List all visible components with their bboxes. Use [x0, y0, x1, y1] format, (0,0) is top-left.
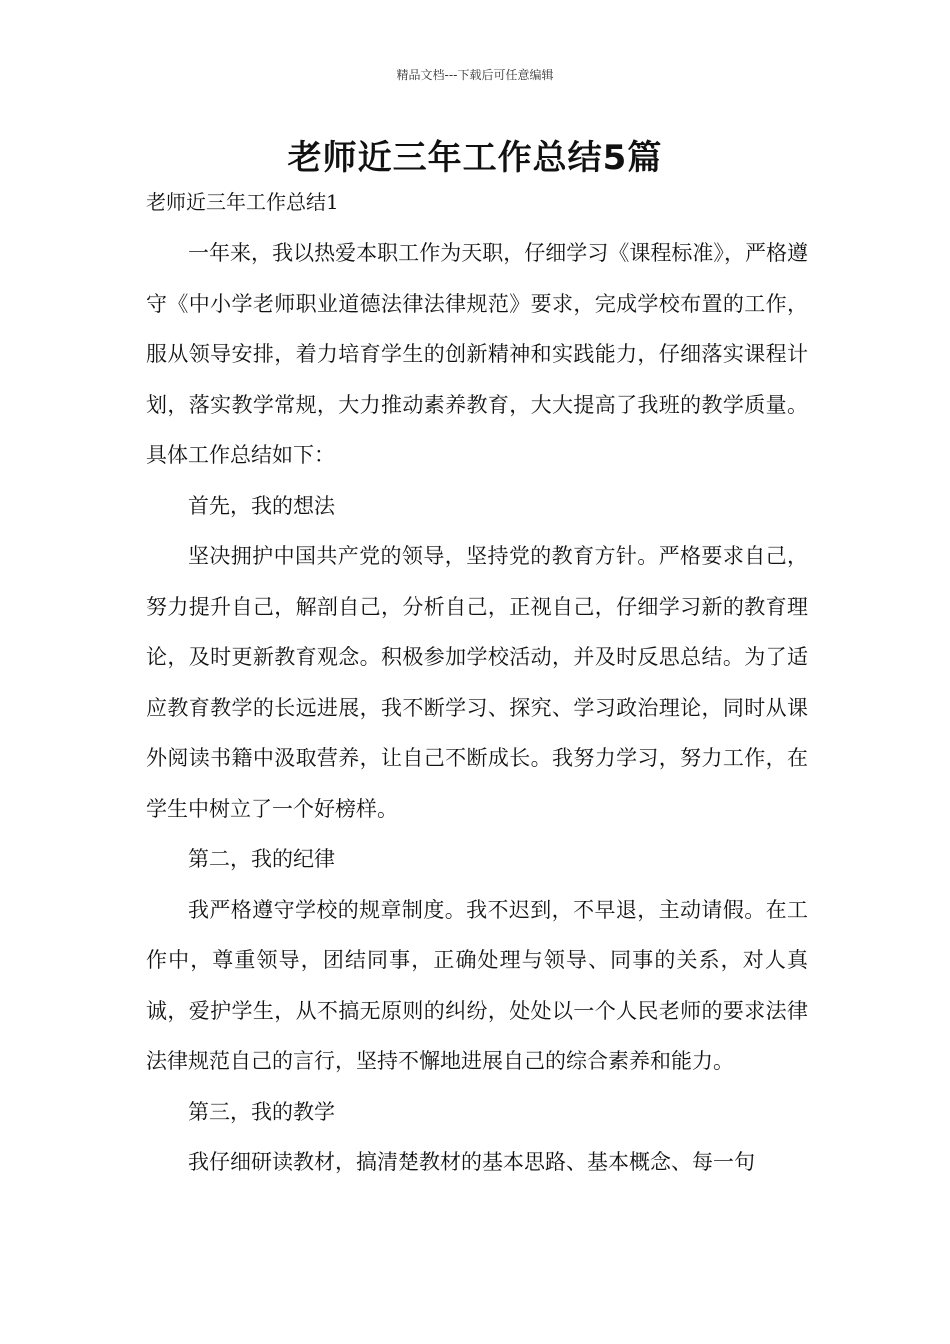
paragraph-intro: 一年来，我以热爱本职工作为天职，仔细学习《课程标准》，严格遵守《中小学老师职业道德法律法律规范》要求，完成学校布置的工作，服从领导安排，着力培育学生的创新精神和实践能力，仔细落实课程计划，落实教学常规，大力推动素养教育，大大提高了我班的教学质量。具体工作总结如下： [146, 241, 808, 467]
heading-teaching: 第三，我的教学 [188, 1099, 335, 1124]
heading-thought: 首先，我的想法 [188, 493, 335, 518]
page-header: 精品文档---下载后可任意编辑 [396, 68, 554, 82]
document-title: 老师近三年工作总结5篇 [287, 138, 663, 178]
paragraph-thought: 坚决拥护中国共产党的领导，坚持党的教育方针。严格要求自己，努力提升自己，解剖自己，分析自己，正视自己，仔细学习新的教育理论，及时更新教育观念。积极参加学校活动，并及时反思总结。为了适应教育教学的长远进展，我不断学习、探究、学习政治理论，同时从课外阅读书籍中汲取营养，让自己不断成长。我努力学习，努力工作，在学生中树立了一个好榜样。 [146, 544, 808, 821]
document-body [146, 228, 808, 1188]
heading-discipline: 第二，我的纪律 [188, 847, 335, 871]
paragraph-discipline: 我严格遵守学校的规章制度。我不迟到，不早退，主动请假。在工作中，尊重领导，团结同事，正确处理与领导、同事的关系，对人真诚，爱护学生，从不搞无原则的纠纷，处处以一个人民老师的要求法律法律规范自己的言行，坚持不懈地进展自己的综合素养和能力。 [146, 897, 808, 1073]
section-subtitle: 老师近三年工作总结1 [146, 190, 339, 214]
paragraph-teaching: 我仔细研读教材，搞清楚教材的基本思路、基本概念、每一句 [188, 1150, 755, 1174]
